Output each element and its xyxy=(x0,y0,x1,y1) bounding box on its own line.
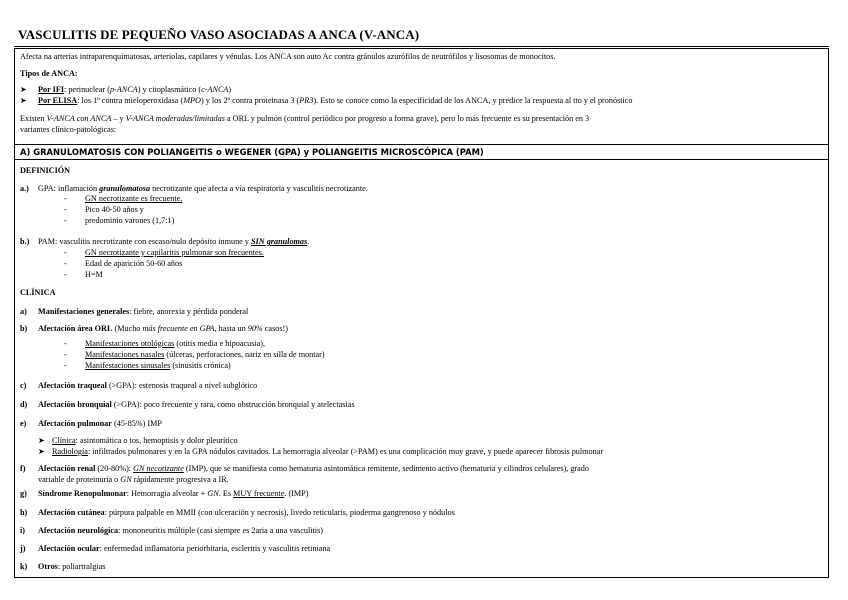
dash-bullet: - xyxy=(64,339,67,348)
clinica-i-text: Afectación neurológica: mononeuritis múltiple (casi siempre es 2aria a una vasculitis) xyxy=(38,526,323,535)
def-a-text: GPA: inflamación granulomatosa necrotizante que afecta a vía respiratoria y vasculitis necrotizante. xyxy=(38,184,368,193)
document-title: VASCULITIS DE PEQUEÑO VASO ASOCIADAS A ANCA (V-ANCA) xyxy=(18,27,420,42)
clinica-d-text: Afectación bronquial (>GPA): poco frecuente y rara, como obstrucción bronquial y atelectasias xyxy=(38,400,355,409)
arrowhead-bullet-icon: ➤ xyxy=(38,447,45,456)
definicion-heading: DEFINICIÓN xyxy=(20,166,71,175)
orl-item: Manifestaciones otológicas (otitis media e hipoacusia), xyxy=(85,339,266,348)
clinica-i-marker: i) xyxy=(20,526,26,535)
clinica-f-marker: f) xyxy=(20,464,26,473)
pulmonar-item: Radiología: infiltrados pulmonares y en la GPA nódulos cavitados. La hemorragia alveolar (>PAM) es una complicación muy grave, y puede aparecer fibrosis pulmonar xyxy=(52,447,604,456)
orl-item: Manifestaciones nasales (úlceras, perforaciones, nariz en silla de montar) xyxy=(85,350,325,359)
dash-bullet: - xyxy=(64,248,67,257)
dash-bullet: - xyxy=(64,350,67,359)
dash-bullet: - xyxy=(64,194,67,203)
dash-bullet: - xyxy=(64,270,67,279)
variants-line-1: Existen V-ANCA con ANCA – y V-ANCA moderadas/limitadas a ORL y pulmón (control periódico por progreso a forma grave), pero lo más frecuente es su presentación en 3 xyxy=(20,114,590,123)
clinica-e-marker: e) xyxy=(20,419,27,428)
tipos-anca-heading: Tipos de ANCA: xyxy=(20,69,78,78)
clinica-h-marker: h) xyxy=(20,508,28,517)
elisa-line: Por ELISA: los 1º contra mieloperoxidasa (MPO) y los 2º contra proteinasa 3 (PR3). Esto se conoce como la especificidad de los ANCA, y predice la respuesta al tto y el pronóstico xyxy=(38,96,633,105)
orl-item: Manifestaciones sinusales (sinusitis crónica) xyxy=(85,361,231,370)
clinica-c-text: Afectación traqueal (>GPA): estenosis traqueal a nivel subglótico xyxy=(38,381,258,390)
def-b-text: PAM: vasculitis necrotizante con escaso/nulo depósito inmune y SIN granulomas. xyxy=(38,237,310,246)
intro-paragraph: Afecta na arterias intraparenquimatosas, arteriolas, capilares y vénulas. Los ANCA son auto Ac contra gránulos azurófilos de neutrófilos y lisosomas de monocitos. xyxy=(20,52,556,61)
clinica-c-marker: c) xyxy=(20,381,27,390)
clinica-a-marker: a) xyxy=(20,307,27,316)
title-underline xyxy=(14,46,829,47)
ifi-line: Por IFI: perinuclear (p-ANCA) y citoplasmático (c-ANCA) xyxy=(38,85,232,94)
clinica-f-text-line2: variable de proteinuria o GN rápidamente progresiva a IR. xyxy=(38,475,229,484)
pulmonar-item: Clínica: asintomática o tos, hemoptisis y dolor pleurítico xyxy=(52,436,238,445)
clinica-b-marker: b) xyxy=(20,324,28,333)
clinica-a-text: Manifestaciones generales: fiebre, anorexia y pérdida ponderal xyxy=(38,307,249,316)
clinica-g-text: Síndrome Renopulmonar: Hemorragia alveolar + GN. Es MUY frecuente. (IMP) xyxy=(38,489,309,498)
def-a-item: Pico 40-50 años y xyxy=(85,205,144,214)
arrowhead-bullet-icon: ➤ xyxy=(38,436,45,445)
def-a-item: predominio varones (1,7:1) xyxy=(85,216,175,225)
clinica-e-text: Afectación pulmonar (45-85%) IMP xyxy=(38,419,162,428)
arrowhead-bullet-icon: ➤ xyxy=(20,96,27,105)
dash-bullet: - xyxy=(64,259,67,268)
section-a-heading: A) GRANULOMATOSIS CON POLIANGEITIS o WEGENER (GPA) y POLIANGEITIS MICROSCÓPICA (PAM) xyxy=(20,147,484,157)
def-a-item: GN necrotizante es frecuente. xyxy=(85,194,183,203)
def-b-item: GN necrotizante y capilaritis pulmonar son frecuentes. xyxy=(85,248,264,257)
clinica-h-text: Afectación cutánea: púrpura palpable en MMII (con ulceración y necrosis), livedo reticularis, pioderma gangrenoso y nódulos xyxy=(38,508,455,517)
clinica-k-marker: k) xyxy=(20,562,28,571)
clinica-j-marker: j) xyxy=(20,544,26,553)
clinica-g-marker: g) xyxy=(20,489,27,498)
clinica-f-text: Afectación renal (20-80%): GN necotizante (IMP), que se manifiesta como hematuria asintomática remitente, sedimento activo (hematuria y cilindros celulares), grado xyxy=(38,464,589,473)
clinica-heading: CLÍNICA xyxy=(20,288,56,297)
def-a-marker: a.) xyxy=(20,184,29,193)
clinica-b-text: Afectación área ORL (Mucho más frecuente en GPA, hasta un 90% casos!) xyxy=(38,324,288,333)
clinica-k-text: Otros: poliartralgias xyxy=(38,562,106,571)
dash-bullet: - xyxy=(64,216,67,225)
clinica-d-marker: d) xyxy=(20,400,28,409)
def-b-marker: b.) xyxy=(20,237,30,246)
dash-bullet: - xyxy=(64,361,67,370)
dash-bullet: - xyxy=(64,205,67,214)
arrowhead-bullet-icon: ➤ xyxy=(20,85,27,94)
variants-line-2: variantes clínico-patológicas: xyxy=(20,125,117,134)
def-b-item: H=M xyxy=(85,270,103,279)
clinica-j-text: Afectación ocular: enfermedad inflamatoria periorbitaria, escleritis y vasculitis retiniana xyxy=(38,544,331,553)
def-b-item: Edad de aparición 50-60 años xyxy=(85,259,183,268)
